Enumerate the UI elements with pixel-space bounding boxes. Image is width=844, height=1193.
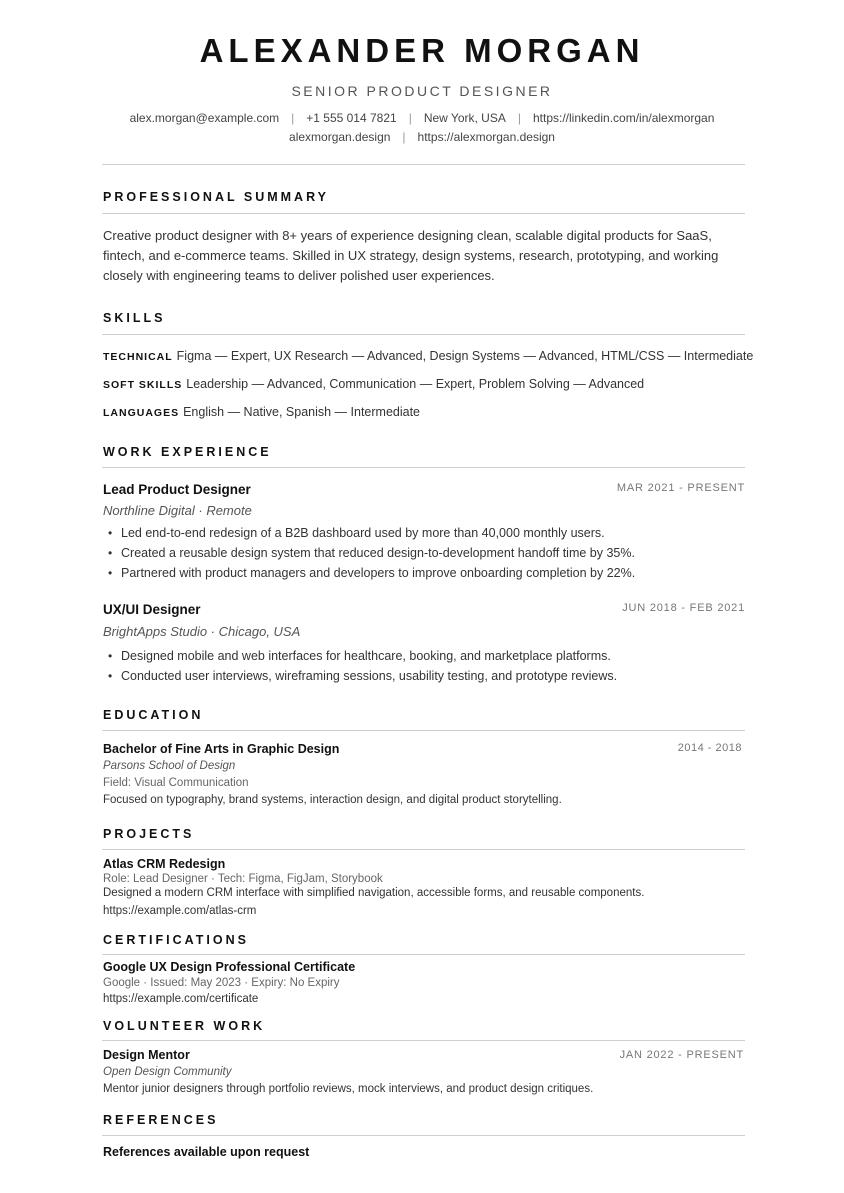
section-divider (102, 467, 745, 468)
references-text: References available upon request (103, 1145, 310, 1159)
education-school: Parsons School of Design (103, 760, 236, 772)
job-bullet: • Partnered with product managers and developers to improve onboarding completion by 22%. (103, 563, 743, 583)
skill-category: LANGUAGES (103, 407, 180, 419)
section-divider (102, 730, 745, 731)
section-divider (102, 334, 745, 335)
education-degree: Bachelor of Fine Arts in Graphic Design (103, 742, 340, 756)
summary-line: Creative product designer with 8+ years of experience designing clean, scalable digital products for SaaS, (103, 228, 712, 243)
section-divider (102, 1135, 745, 1136)
job-dates: MAR 2021 - PRESENT (616, 482, 745, 494)
job-bullet: • Designed mobile and web interfaces for healthcare, booking, and marketplace platforms. (103, 646, 743, 666)
contact-email[interactable]: alex.morgan@example.com (129, 111, 280, 125)
section-title-volunteer: VOLUNTEER WORK (103, 1019, 266, 1033)
skill-row-languages (103, 405, 420, 419)
education-dates: 2014 - 2018 (677, 742, 742, 754)
section-title-education: EDUCATION (103, 708, 204, 722)
section-title-projects: PROJECTS (103, 827, 195, 841)
certification-name: Google UX Design Professional Certificate (103, 960, 356, 974)
job-bullet: • Created a reusable design system that reduced design-to-development handoff time by 35%. (103, 543, 743, 563)
volunteer-description: Mentor junior designers through portfolio reviews, mock interviews, and product design critiques. (103, 1083, 594, 1095)
contact-line-1 (0, 111, 844, 125)
summary-line: fintech, and e-commerce teams. Skilled in UX strategy, design systems, research, prototyping, and working (103, 248, 719, 263)
project-meta: Role: Lead Designer · Tech: Figma, FigJam, Storybook (103, 873, 383, 885)
contact-separator: | (402, 130, 406, 144)
job-company: Northline Digital · Remote (103, 503, 252, 518)
project-description: Designed a modern CRM interface with simplified navigation, accessible forms, and reusable components. (103, 887, 645, 899)
section-divider (102, 1040, 745, 1041)
volunteer-dates: JAN 2022 - PRESENT (619, 1049, 744, 1061)
volunteer-org: Open Design Community (103, 1066, 232, 1078)
contact-portfolio-name[interactable]: alexmorgan.design (289, 130, 391, 144)
job-bullets (103, 646, 743, 686)
job-bullet: • Conducted user interviews, wireframing sessions, usability testing, and prototype reviews. (103, 666, 743, 686)
skill-list: Figma — Expert, UX Research — Advanced, Design Systems — Advanced, HTML/CSS — Intermediate (176, 349, 754, 363)
job-bullet: • Led end-to-end redesign of a B2B dashboard used by more than 40,000 monthly users. (103, 523, 743, 543)
contact-separator: | (291, 111, 295, 125)
job-title: Lead Product Designer (103, 482, 251, 497)
candidate-name: ALEXANDER MORGAN (199, 32, 645, 69)
contact-phone[interactable]: +1 555 014 7821 (306, 111, 397, 125)
skill-list: English — Native, Spanish — Intermediate (183, 405, 421, 419)
skill-row-technical (103, 349, 753, 363)
section-divider (102, 213, 745, 214)
contact-location: New York, USA (423, 111, 506, 125)
skill-category: TECHNICAL (103, 351, 173, 363)
section-divider (102, 849, 745, 850)
contact-website-link[interactable]: https://alexmorgan.design (417, 130, 555, 144)
job-dates: JUN 2018 - FEB 2021 (622, 602, 745, 614)
job-bullets (103, 523, 743, 583)
section-title-references: REFERENCES (103, 1113, 219, 1127)
project-link[interactable]: https://example.com/atlas-crm (103, 905, 257, 917)
skill-category: SOFT SKILLS (103, 379, 183, 391)
certification-meta: Google · Issued: May 2023 · Expiry: No Expiry (103, 977, 340, 989)
skill-row-soft (103, 377, 644, 391)
contact-linkedin-link[interactable]: https://linkedin.com/in/alexmorgan (532, 111, 715, 125)
job-company: BrightApps Studio · Chicago, USA (103, 624, 301, 639)
volunteer-role: Design Mentor (103, 1048, 190, 1062)
summary-line: closely with engineering teams to deliver polished user experiences. (103, 268, 495, 283)
section-title-experience: WORK EXPERIENCE (103, 445, 272, 459)
section-divider (102, 954, 745, 955)
section-title-certifications: CERTIFICATIONS (103, 933, 249, 947)
contact-line-2 (0, 130, 844, 144)
header-divider (102, 164, 745, 165)
contact-separator: | (408, 111, 412, 125)
education-field: Field: Visual Communication (103, 777, 249, 789)
section-title-skills: SKILLS (103, 311, 166, 325)
skill-list: Leadership — Advanced, Communication — Expert, Problem Solving — Advanced (186, 377, 645, 391)
contact-separator: | (517, 111, 521, 125)
certification-link[interactable]: https://example.com/certificate (103, 993, 259, 1005)
job-title: UX/UI Designer (103, 602, 201, 617)
project-name: Atlas CRM Redesign (103, 857, 226, 871)
section-title-summary: PROFESSIONAL SUMMARY (103, 190, 329, 204)
education-description: Focused on typography, brand systems, interaction design, and digital product storytelling. (103, 794, 562, 806)
summary-text (103, 226, 743, 286)
candidate-role: SENIOR PRODUCT DESIGNER (291, 83, 553, 99)
